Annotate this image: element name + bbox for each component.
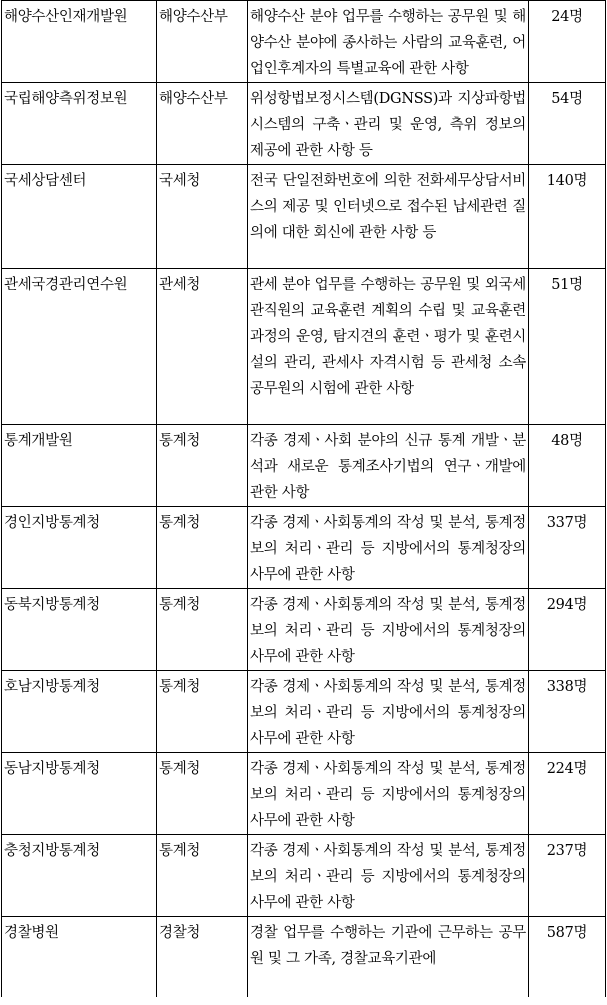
ministry-cell: 국세청	[157, 165, 248, 269]
table-row	[2, 671, 606, 753]
table-row	[2, 917, 606, 997]
duty-description-cell: 전국 단일전화번호에 의한 전화세무상담서비스의 제공 및 인터넷으로 접수된 납세관련 질의에 대한 회신에 관한 사항 등	[248, 165, 529, 269]
staff-count-cell: 294명	[529, 589, 606, 671]
ministry-cell: 통계청	[157, 835, 248, 917]
agency-name-cell: 동남지방통계청	[2, 753, 157, 835]
duty-description-cell: 각종 경제ㆍ사회통계의 작성 및 분석, 통계정보의 처리ㆍ관리 등 지방에서의 통계청장의 사무에 관한 사항	[248, 589, 529, 671]
duty-description-cell: 각종 경제ㆍ사회통계의 작성 및 분석, 통계정보의 처리ㆍ관리 등 지방에서의 통계청장의 사무에 관한 사항	[248, 835, 529, 917]
ministry-cell: 통계청	[157, 507, 248, 589]
agency-name-cell: 호남지방통계청	[2, 671, 157, 753]
ministry-cell: 경찰청	[157, 917, 248, 997]
agency-name-cell: 충청지방통계청	[2, 835, 157, 917]
duty-description-cell: 각종 경제ㆍ사회 분야의 신규 통계 개발ㆍ분석과 새로운 통계조사기법의 연구ㆍ개발에 관한 사항	[248, 425, 529, 507]
staff-count-cell: 587명	[529, 917, 606, 997]
agency-table	[1, 0, 606, 997]
duty-description-cell: 관세 분야 업무를 수행하는 공무원 및 외국세관직원의 교육훈련 계획의 수립 및 교육훈련 과정의 운영, 탐지견의 훈련ㆍ평가 및 훈련시설의 관리, 관세사 자격시험 등 관세청 소속 공무원의 시험에 관한 사항	[248, 269, 529, 425]
staff-count-cell: 237명	[529, 835, 606, 917]
agency-name-cell: 동북지방통계청	[2, 589, 157, 671]
ministry-cell: 통계청	[157, 425, 248, 507]
agency-name-cell: 해양수산인재개발원	[2, 1, 157, 83]
ministry-cell: 통계청	[157, 671, 248, 753]
ministry-cell: 해양수산부	[157, 83, 248, 165]
agency-name-cell: 국세상담센터	[2, 165, 157, 269]
table-row	[2, 589, 606, 671]
table-row	[2, 507, 606, 589]
agency-table-body	[2, 1, 606, 997]
ministry-cell: 통계청	[157, 589, 248, 671]
staff-count-cell: 51명	[529, 269, 606, 425]
agency-name-cell: 통계개발원	[2, 425, 157, 507]
table-row	[2, 1, 606, 83]
staff-count-cell: 24명	[529, 1, 606, 83]
duty-description-cell: 경찰 업무를 수행하는 기관에 근무하는 공무원 및 그 가족, 경찰교육기관에	[248, 917, 529, 997]
duty-description-cell: 해양수산 분야 업무를 수행하는 공무원 및 해양수산 분야에 종사하는 사람의 교육훈련, 어업인후계자의 특별교육에 관한 사항	[248, 1, 529, 83]
table-row	[2, 835, 606, 917]
table-row	[2, 753, 606, 835]
ministry-cell: 통계청	[157, 753, 248, 835]
duty-description-cell: 각종 경제ㆍ사회통계의 작성 및 분석, 통계정보의 처리ㆍ관리 등 지방에서의 통계청장의 사무에 관한 사항	[248, 507, 529, 589]
staff-count-cell: 54명	[529, 83, 606, 165]
staff-count-cell: 337명	[529, 507, 606, 589]
staff-count-cell: 48명	[529, 425, 606, 507]
agency-name-cell: 경찰병원	[2, 917, 157, 997]
agency-name-cell: 관세국경관리연수원	[2, 269, 157, 425]
table-row	[2, 269, 606, 425]
duty-description-cell: 위성항법보정시스템(DGNSS)과 지상파항법시스템의 구축ㆍ관리 및 운영, 측위 정보의 제공에 관한 사항 등	[248, 83, 529, 165]
table-row	[2, 165, 606, 269]
staff-count-cell: 338명	[529, 671, 606, 753]
table-row	[2, 425, 606, 507]
agency-name-cell: 국립해양측위정보원	[2, 83, 157, 165]
table-row	[2, 83, 606, 165]
staff-count-cell: 140명	[529, 165, 606, 269]
duty-description-cell: 각종 경제ㆍ사회통계의 작성 및 분석, 통계정보의 처리ㆍ관리 등 지방에서의 통계청장의 사무에 관한 사항	[248, 671, 529, 753]
duty-description-cell: 각종 경제ㆍ사회통계의 작성 및 분석, 통계정보의 처리ㆍ관리 등 지방에서의 통계청장의 사무에 관한 사항	[248, 753, 529, 835]
ministry-cell: 관세청	[157, 269, 248, 425]
ministry-cell: 해양수산부	[157, 1, 248, 83]
agency-name-cell: 경인지방통계청	[2, 507, 157, 589]
staff-count-cell: 224명	[529, 753, 606, 835]
